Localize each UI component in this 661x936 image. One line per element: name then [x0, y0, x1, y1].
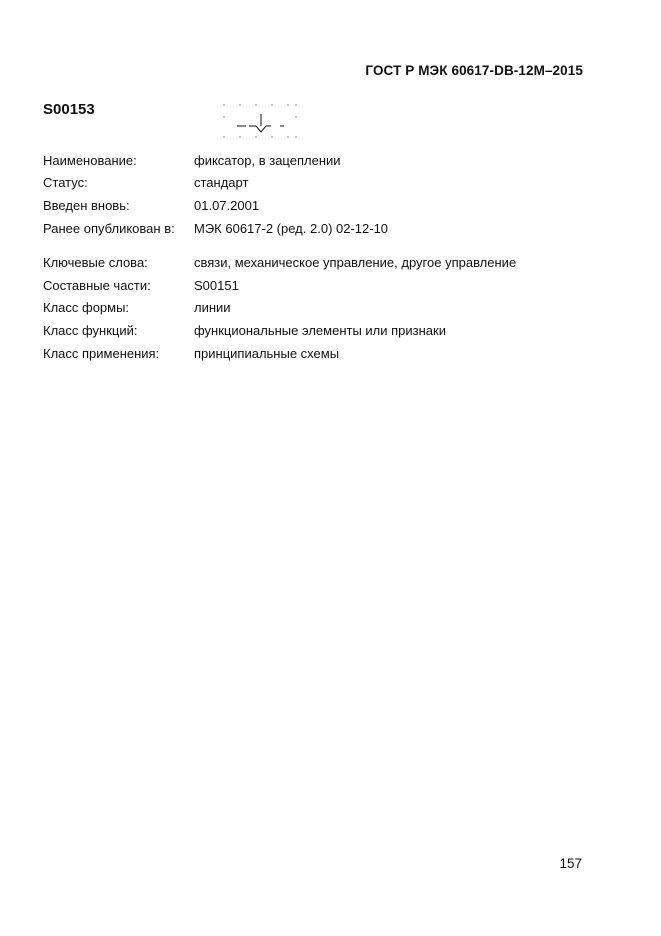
- property-row: [43, 274, 516, 297]
- property-value: стандарт: [194, 175, 249, 191]
- detent-engaged-symbol-icon: [220, 99, 304, 141]
- property-value: принципиальные схемы: [194, 345, 340, 361]
- property-value: МЭК 60617-2 (ред. 2.0) 02-12-10: [194, 220, 389, 236]
- property-value: линии: [194, 300, 231, 316]
- property-label: Класс функций:: [43, 322, 138, 338]
- property-row: [43, 251, 516, 274]
- property-value: S00151: [194, 277, 239, 293]
- properties-table: [43, 149, 516, 364]
- property-label: Ранее опубликован в:: [43, 220, 175, 236]
- property-label: Класс применения:: [43, 345, 160, 361]
- property-row: [43, 217, 516, 240]
- property-row: [43, 342, 516, 365]
- property-row: [43, 297, 516, 320]
- property-label: Статус:: [43, 175, 88, 191]
- property-label: Ключевые слова:: [43, 255, 148, 271]
- property-label: Наименование:: [43, 152, 137, 168]
- property-value: 01.07.2001: [194, 197, 260, 213]
- page-number: 157: [559, 856, 582, 871]
- property-label: Составные части:: [43, 277, 151, 293]
- property-value: связи, механическое управление, другое управление: [194, 255, 517, 271]
- symbol-code: S00153: [43, 101, 95, 118]
- property-row: [43, 194, 516, 217]
- property-label: Класс формы:: [43, 300, 130, 316]
- standard-header: ГОСТ Р МЭК 60617-DB-12M–2015: [365, 63, 583, 78]
- property-row: [43, 149, 516, 172]
- property-row: [43, 172, 516, 195]
- property-value: функциональные элементы или признаки: [194, 322, 446, 338]
- property-value: фиксатор, в зацеплении: [194, 152, 341, 168]
- property-label: Введен вновь:: [43, 197, 130, 213]
- property-row: [43, 319, 516, 342]
